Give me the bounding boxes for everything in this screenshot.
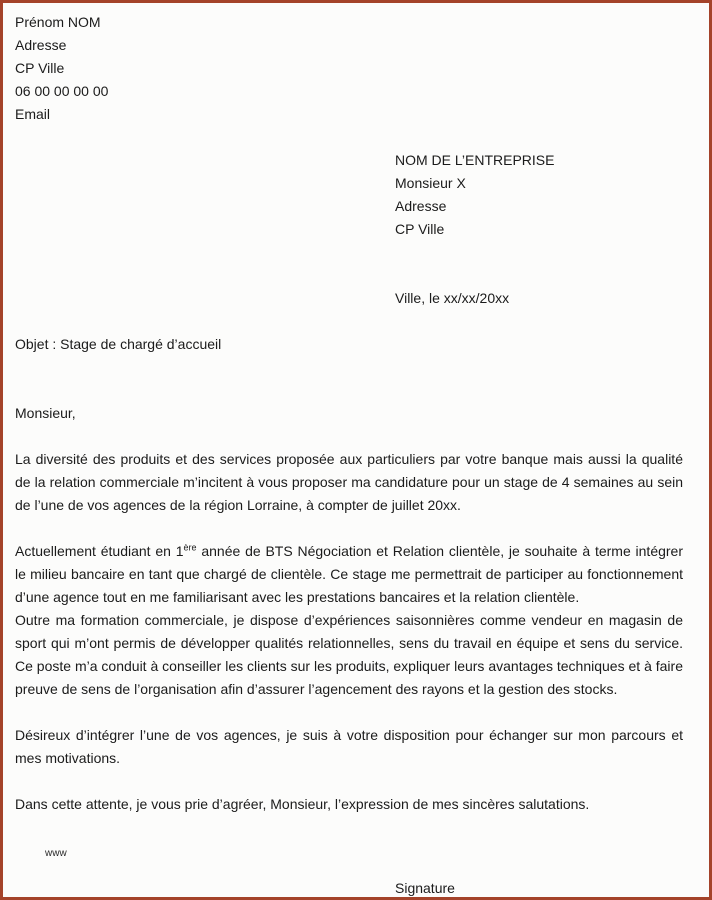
subject-line: Objet : Stage de chargé d’accueil xyxy=(15,336,222,352)
sender-email: Email xyxy=(15,106,51,122)
body-paragraph-4: Désireux d’intégrer l’une de vos agences, je suis à votre disposition pour échanger sur mon parcours et mes motivations. xyxy=(15,727,683,766)
recipient-address: Adresse xyxy=(395,198,447,214)
body-paragraph-2 xyxy=(15,540,683,609)
sender-name: Prénom NOM xyxy=(15,14,101,30)
body-paragraph-3: Outre ma formation commerciale, je dispose d’expériences saisonnières comme vendeur en magasin de sport qui m’ont permis de développer qualités relationnelles, sens du travail en équipe et sens du service. Ce poste m’a conduit à conseiller les clients sur les produits, expliquer leurs avantages techniques et à faire preuve de sens de l’organisation afin d’assurer l’agencement des rayons et la gestion des stocks. xyxy=(15,612,683,697)
date-line: Ville, le xx/xx/20xx xyxy=(395,290,510,306)
paragraph-2-text-start: Actuellement étudiant en 1 xyxy=(15,543,184,559)
recipient-block xyxy=(395,149,683,241)
recipient-contact: Monsieur X xyxy=(395,175,466,191)
paragraph-2-text-end: année de BTS Négociation et Relation clientèle, je souhaite à terme intégrer le milieu bancaire en tant que chargé de clientèle. Ce stage me permettrait de participer au fonctionnement d’une agence tout en me familiarisant avec les prestations bancaires et la relation clientèle. xyxy=(15,543,684,605)
watermark-text: www xyxy=(45,848,67,859)
body-paragraph-5: Dans cette attente, je vous prie d’agréer, Monsieur, l’expression de mes sincères salutations. xyxy=(15,796,590,812)
body-paragraph-1: La diversité des produits et des services proposée aux particuliers par votre banque mais aussi la qualité de la relation commerciale m’incitent à vous proposer ma candidature pour un stage de 4 semaines au sein de l’une de vos agences de la région Lorraine, à compter de juillet 20xx. xyxy=(15,451,683,513)
sender-address: Adresse xyxy=(15,37,67,53)
sender-city: CP Ville xyxy=(15,60,65,76)
signature-label: Signature xyxy=(395,880,455,896)
sender-phone: 06 00 00 00 00 xyxy=(15,83,109,99)
superscript-ordinal: ère xyxy=(183,542,197,553)
recipient-company: NOM DE L’ENTREPRISE xyxy=(395,152,555,168)
sender-block xyxy=(15,11,683,126)
salutation: Monsieur, xyxy=(15,405,76,421)
recipient-city: CP Ville xyxy=(395,221,445,237)
